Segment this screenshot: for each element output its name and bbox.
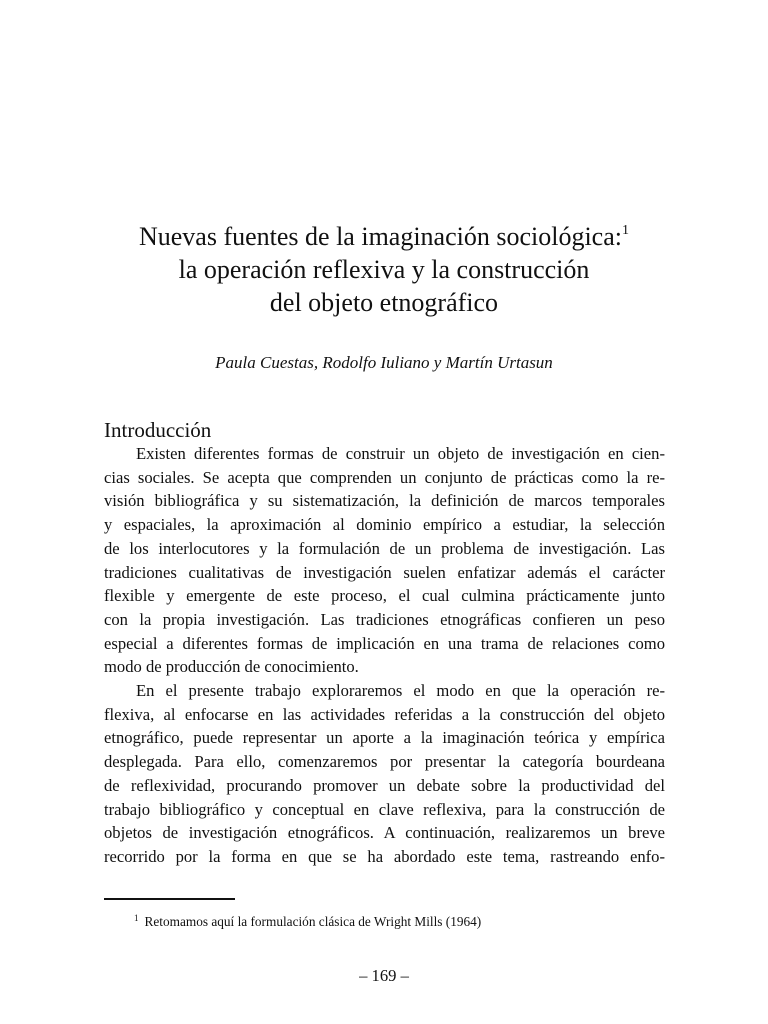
text-line: cias sociales. Se acepta que comprenden un conjunto de prácticas como la re- xyxy=(104,467,665,487)
page-number: – 169 – xyxy=(359,966,409,985)
paragraph-1 xyxy=(104,442,665,679)
text-line: de los interlocutores y la formulación de un problema de investigación. Las xyxy=(104,538,665,558)
body-text xyxy=(104,442,665,869)
title-line-2: la operación reflexiva y la construcción xyxy=(178,255,590,284)
text-line: objetos de investigación etnográficos. A continuación, realizaremos un breve xyxy=(104,823,665,843)
paragraph-2 xyxy=(104,679,665,869)
text-line: tradiciones cualitativas de investigación suelen enfatizar además el carácter xyxy=(104,562,665,582)
text-line: Existen diferentes formas de construir un objeto de investigación en cien- xyxy=(136,444,665,463)
text-line: flexible y emergente de este proceso, el cual culmina prácticamente junto xyxy=(104,586,665,606)
text-line: trabajo bibliográfico y conceptual en clave reflexiva, para la construcción de xyxy=(104,799,665,819)
text-line: y espaciales, la aproximación al dominio empírico a estudiar, la selección xyxy=(104,515,665,535)
section-heading: Introducción xyxy=(104,418,212,442)
footnote-marker: 1 xyxy=(134,913,139,923)
title-line-1: Nuevas fuentes de la imaginación sociológica:$^1$ xyxy=(138,222,629,251)
footnote-divider xyxy=(104,898,235,900)
text-line: etnográfico, puede representar un aporte a la imaginación teórica y empírica xyxy=(104,728,665,748)
text-line: desplegada. Para ello, comenzaremos por presentar la categoría bourdeana xyxy=(104,752,665,772)
text-line: En el presente trabajo exploraremos el modo en que la operación re- xyxy=(136,681,665,701)
footnote-text: Retomamos aquí la formulación clásica de Wright Mills (1964) xyxy=(144,914,482,929)
footnote xyxy=(134,913,481,931)
text-line: visión bibliográfica y su sistematización, la definición de marcos temporales xyxy=(104,491,665,511)
title-footnote-marker[interactable]: 1 xyxy=(622,223,629,238)
text-line: modo de producción de conocimiento. xyxy=(104,657,359,677)
title-line-3: del objeto etnográfico xyxy=(269,288,499,317)
text-line: flexiva, al enfocarse en las actividades referidas a la construcción del objeto xyxy=(104,704,665,724)
text-line: de reflexividad, procurando promover un debate sobre la productividad del xyxy=(104,775,665,795)
text-line: especial a diferentes formas de implicación en una trama de relaciones como xyxy=(104,633,665,653)
text-line: recorrido por la forma en que se ha abordado este tema, rastreando enfo- xyxy=(104,846,665,866)
paper-title xyxy=(0,220,768,319)
text-line: con la propia investigación. Las tradiciones etnográficas confieren un peso xyxy=(104,609,665,629)
author-list: Paula Cuestas, Rodolfo Iuliano y Martín Urtasun xyxy=(215,353,553,372)
